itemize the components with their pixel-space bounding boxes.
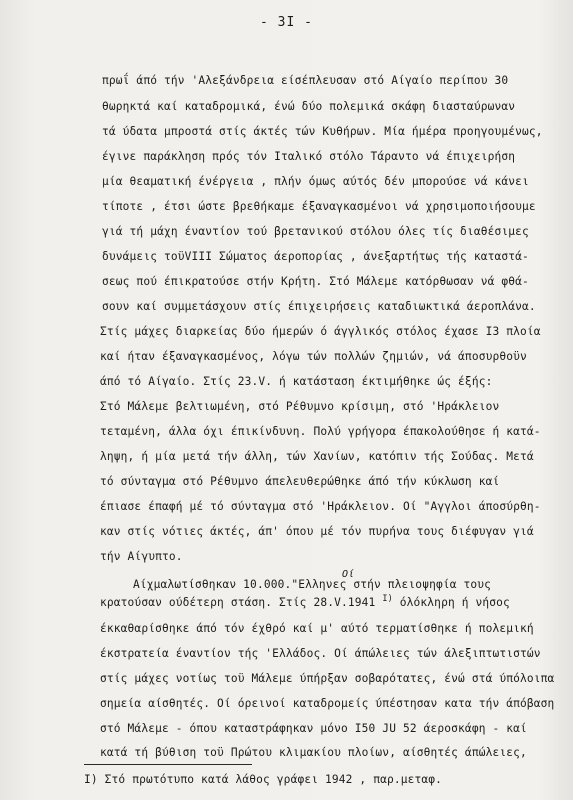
text-line: κατά τή βύθιση τοϋ Πρώτου κλιμακίου πλοίων, αίσθητές άπώλειες,: [100, 746, 527, 759]
text-line: έκστρατεία έναντίον τής 'Ελλάδος. Οί άπώλειες τών άλεξιπτωτιστών: [100, 647, 541, 660]
text-line: τό σύνταγμα στό Ρέθυμνο άπελευθερώθηκε άπό τήν κύκλωση καί: [100, 475, 500, 488]
text-line: καί ήταν έξαναγκασμένος, λόγω τών πολλών ζημιών, νά άποσυρθοϋν: [100, 350, 527, 363]
text-line-with-footnote: [100, 596, 510, 611]
text-line: τά ύδατα μπροστά στίς άκτές τών Κυθήρων. Μία ήμέρα προηγουμένως,: [102, 125, 543, 138]
text-line: σημεία αίσθητές. Οί όρεινοί καταδρομείς ύπέστησαν κατα τήν άπόβαση: [100, 697, 555, 710]
footnote-text: I) Στό πρωτότυπο κατά λάθος γράφει 1942 , παρ.μεταφ.: [84, 773, 443, 786]
text-line: τίποτε , έτσι ώστε βρεθήκαμε έξαναγκασμένοι νά χρησιμοποιήσουμε: [102, 200, 536, 213]
text-line: Στό Μάλεμε βελτιωμένη, στό Ρέθυμνο κρίσιμη, στό 'Ηράκλειον: [100, 400, 500, 413]
text-line: μία θεαματική ένέργεια , πλήν όμως αύτός δέν μπορούσε νά κάνει: [102, 175, 529, 188]
text-line: πρωΐ άπό τήν 'Αλεξάνδρεια είσέπλευσαν στό Αίγαίο περίπου 30: [102, 74, 509, 87]
footnote-divider: [84, 764, 252, 765]
text-line: ληψη, ή μία μετά τήν άλλη, τών Χανίων, κατόπιν τής Σούδας. Μετά: [100, 450, 534, 463]
text-line: σεως πού έπικρατούσε στήν Κρήτη. Στό Μάλεμε κατόρθωσαν νά φθά-: [102, 275, 529, 288]
footnote-reference: I): [382, 594, 393, 604]
text-line: θωρηκτά καί καταδρομικά, ένώ δύο πολεμικά σκάφη διασταύρωναν: [102, 100, 516, 113]
page-number: - 3I -: [260, 15, 313, 30]
text-line: σουν καί συμμετάσχουν στίς έπιχειρήσεις καταδιωκτικά άεροπλάνα.: [102, 300, 536, 313]
text-line: έπιασε έπαφή μέ τό σύνταγμα στό 'Ηράκλειον. Οί "Αγγλοι άποσύρθη-: [100, 500, 541, 513]
text-line: καν στίς νότιες άκτές, άπ' όπου μέ τόν πυρήνα τους διέφυγαν γιά: [100, 525, 534, 538]
handwritten-insertion-oi: Οί: [342, 569, 355, 580]
text-line: έγινε παράκληση πρός τόν Ιταλικό στόλο Τάραντο νά έπιχειρήση: [102, 150, 516, 163]
text-line: Αίχμαλωτίσθηκαν 10.000."Ελληνες στήν πλειοψηφία τους: [133, 578, 492, 591]
text-line: στίς μάχες νοτίως τοϋ Μάλεμε ύπήρξαν σοβαρότατες, ένώ στά ύπόλοιπα: [100, 672, 555, 685]
text-line: άπό τό Αίγαίο. Στίς 23.V. ή κατάσταση έκτιμήθηκε ώς έξής:: [100, 375, 493, 388]
text-line: γιά τή μάχη έναντίον τού βρετανικού στόλου όλες τίς διαθέσιμες: [102, 225, 529, 238]
text-segment: όλόκληρη ή νήσος: [399, 596, 510, 609]
text-line: τήν Αίγυπτο.: [100, 550, 183, 563]
text-segment: κρατούσαν ούδέτερη στάση. Στίς 28.V.1941: [100, 596, 376, 609]
text-line: τεταμένη, άλλα όχι έπικίνδυνη. Πολύ γρήγορα έπακολούθησε ή κατά-: [100, 425, 541, 438]
text-line: δυνάμεις τοϋVIII Σώματος άεροπορίας , άνεξαρτήτως τής καταστά-: [102, 250, 529, 263]
text-line: Στίς μάχες διαρκείας δύο ήμερών ό άγγλικός στόλος έχασε I3 πλοία: [100, 325, 541, 338]
text-line: έκκαθαρίσθηκε άπό τόν έχθρό καί μ' αύτό τερματίσθηκε ή πολεμική: [100, 622, 534, 635]
text-line: στό Μάλεμε - όπου καταστράφηκαν μόνο I50 JU 52 άεροσκάφη - καί: [100, 722, 527, 735]
